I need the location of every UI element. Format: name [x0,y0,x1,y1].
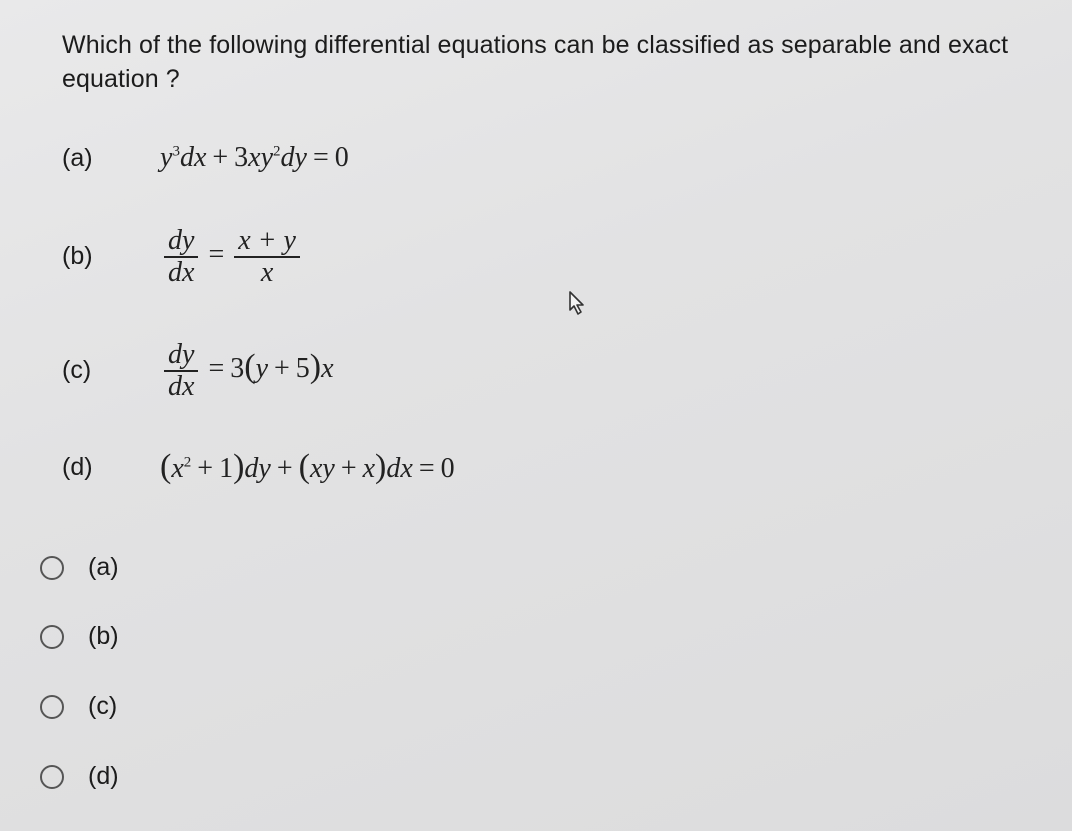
answer-option-a[interactable] [40,553,119,582]
equation-label-c: (c) [62,356,92,385]
answer-option-label-c: (c) [88,692,118,720]
answer-option-b[interactable] [40,622,119,651]
radio-button-b[interactable] [40,625,64,649]
equation-c: $\frac{dy}{dx}$ = 3(y + 5)x [160,340,334,402]
equation-d: $(x^2 + 1)dy + (xy + x)dx = 0$ [160,448,455,485]
radio-button-a[interactable] [40,556,64,580]
equation-a: $y^3dx + 3xy^2dy = 0$ [160,142,349,173]
radio-button-d[interactable] [40,765,64,789]
equation-label-b: (b) [62,242,93,271]
equation-row-b [62,226,304,288]
answer-option-c[interactable] [40,692,117,721]
answer-option-label-d: (d) [88,762,119,790]
equation-label-a: (a) [62,143,93,172]
equation-row-c [62,340,334,402]
mouse-pointer-icon [564,290,590,318]
equation-row-a [62,142,349,174]
answer-option-d[interactable] [40,762,119,791]
answer-option-label-a: (a) [88,553,119,581]
equation-label-d: (d) [62,452,93,481]
equation-b: $\frac{dy}{dx}$ = $\frac{x + y}{x}$ [160,226,304,288]
equation-row-d [62,448,455,486]
answer-option-label-b: (b) [88,622,119,650]
question-text: Which of the following differential equations can be classified as separable and exact equation ? [62,31,1009,93]
radio-button-c[interactable] [40,695,64,719]
